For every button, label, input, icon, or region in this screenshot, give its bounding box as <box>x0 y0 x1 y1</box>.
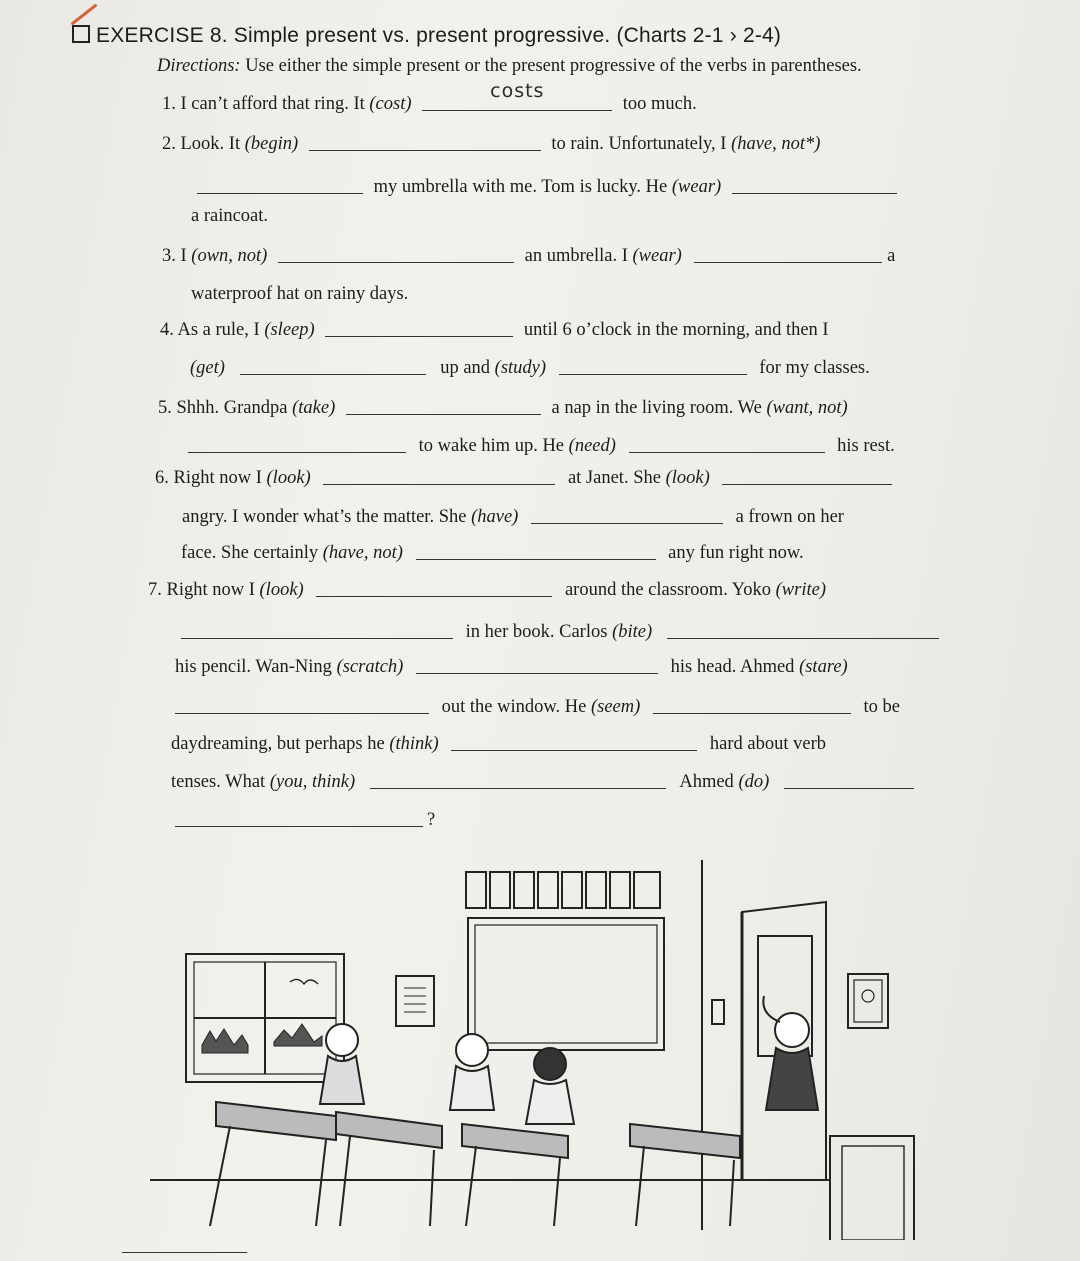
answer-blank[interactable] <box>451 732 697 751</box>
answer-blank[interactable] <box>416 655 658 674</box>
answer-blank[interactable] <box>309 132 541 151</box>
item-6-line-3: face. She certainly (have, not) any fun right now. <box>181 543 804 563</box>
item-2-line-3: a raincoat. <box>191 206 269 226</box>
answer-blank[interactable] <box>422 80 612 111</box>
exercise-title: EXERCISE 8. Simple present vs. present progressive. (Charts 2-1 › 2-4) <box>72 24 1062 48</box>
item-3-line-1: 3. I (own, not) an umbrella. I (wear) a <box>162 246 896 266</box>
answer-blank[interactable] <box>278 244 514 263</box>
answer-blank[interactable] <box>653 695 851 714</box>
item-7-line-2: in her book. Carlos (bite) <box>181 620 939 643</box>
item-7-line-5: daydreaming, but perhaps he (think) hard about verb <box>171 734 827 754</box>
item-3-line-2: waterproof hat on rainy days. <box>191 284 409 304</box>
answer-blank[interactable] <box>323 466 555 485</box>
item-6-line-2: angry. I wonder what’s the matter. She (have) a frown on her <box>182 507 844 527</box>
directions <box>157 56 862 77</box>
answer-blank[interactable] <box>188 434 406 453</box>
item-7-line-6: tenses. What (you, think) Ahmed (do) <box>171 770 914 793</box>
answer-blank[interactable] <box>732 175 897 194</box>
answer-blank[interactable] <box>197 175 363 194</box>
directions-text: Use either the simple present or the present progressive of the verbs in parentheses. <box>240 56 862 76</box>
answer-blank[interactable] <box>175 695 429 714</box>
answer-blank[interactable] <box>325 318 513 337</box>
blackboard <box>468 918 664 1050</box>
student-desks <box>210 1102 740 1226</box>
answer-blank[interactable] <box>181 620 453 639</box>
answer-blank[interactable] <box>629 434 825 453</box>
answer-blank[interactable] <box>175 808 423 827</box>
item-1-line-1: 1. I can’t afford that ring. It (cost) costs too much. <box>162 80 697 114</box>
window <box>186 954 344 1082</box>
item-5-line-1: 5. Shhh. Grandpa (take) a nap in the living room. We (want, not) <box>158 398 848 418</box>
answer-blank[interactable] <box>240 356 426 375</box>
item-7-line-4: out the window. He (seem) to be <box>175 695 900 718</box>
item-4-line-1: 4. As a rule, I (sleep) until 6 o’clock in the morning, and then I <box>160 320 829 340</box>
wall-poster <box>396 976 434 1026</box>
transom-squares <box>466 872 660 908</box>
answer-blank[interactable] <box>370 770 666 789</box>
item-7-line-3: his pencil. Wan-Ning (scratch) his head. Ahmed (stare) <box>175 657 848 677</box>
answer-blank[interactable] <box>784 770 914 789</box>
answer-blank[interactable] <box>416 541 656 560</box>
answer-blank[interactable] <box>346 396 541 415</box>
checkbox-icon[interactable] <box>72 25 90 43</box>
item-2-line-1: 2. Look. It (begin) to rain. Unfortunately, I (have, not*) <box>162 134 821 154</box>
answer-blank[interactable] <box>667 620 939 639</box>
directions-label: Directions: <box>157 56 241 76</box>
item-5-line-2: to wake him up. He (need) his rest. <box>188 434 895 457</box>
item-7-line-1: 7. Right now I (look) around the classroom. Yoko (write) <box>148 580 826 600</box>
answer-blank[interactable] <box>559 356 747 375</box>
item-7-line-7: ? <box>175 808 435 831</box>
answer-blank[interactable] <box>316 578 552 597</box>
item-4-line-2: (get) up and (study) for my classes. <box>190 358 870 378</box>
light-switch <box>712 1000 724 1024</box>
cabinet <box>830 1136 914 1240</box>
item-2-line-2: my umbrella with me. Tom is lucky. He (wear) <box>197 175 897 198</box>
answer-blank[interactable] <box>694 244 882 263</box>
footer-line <box>122 1252 247 1253</box>
answer-blank[interactable] <box>722 466 892 485</box>
answer-blank[interactable] <box>531 505 723 524</box>
handwritten-answer: costs <box>490 80 545 102</box>
classroom-illustration <box>150 850 920 1240</box>
item-6-line-1: 6. Right now I (look) at Janet. She (look) <box>155 466 892 489</box>
